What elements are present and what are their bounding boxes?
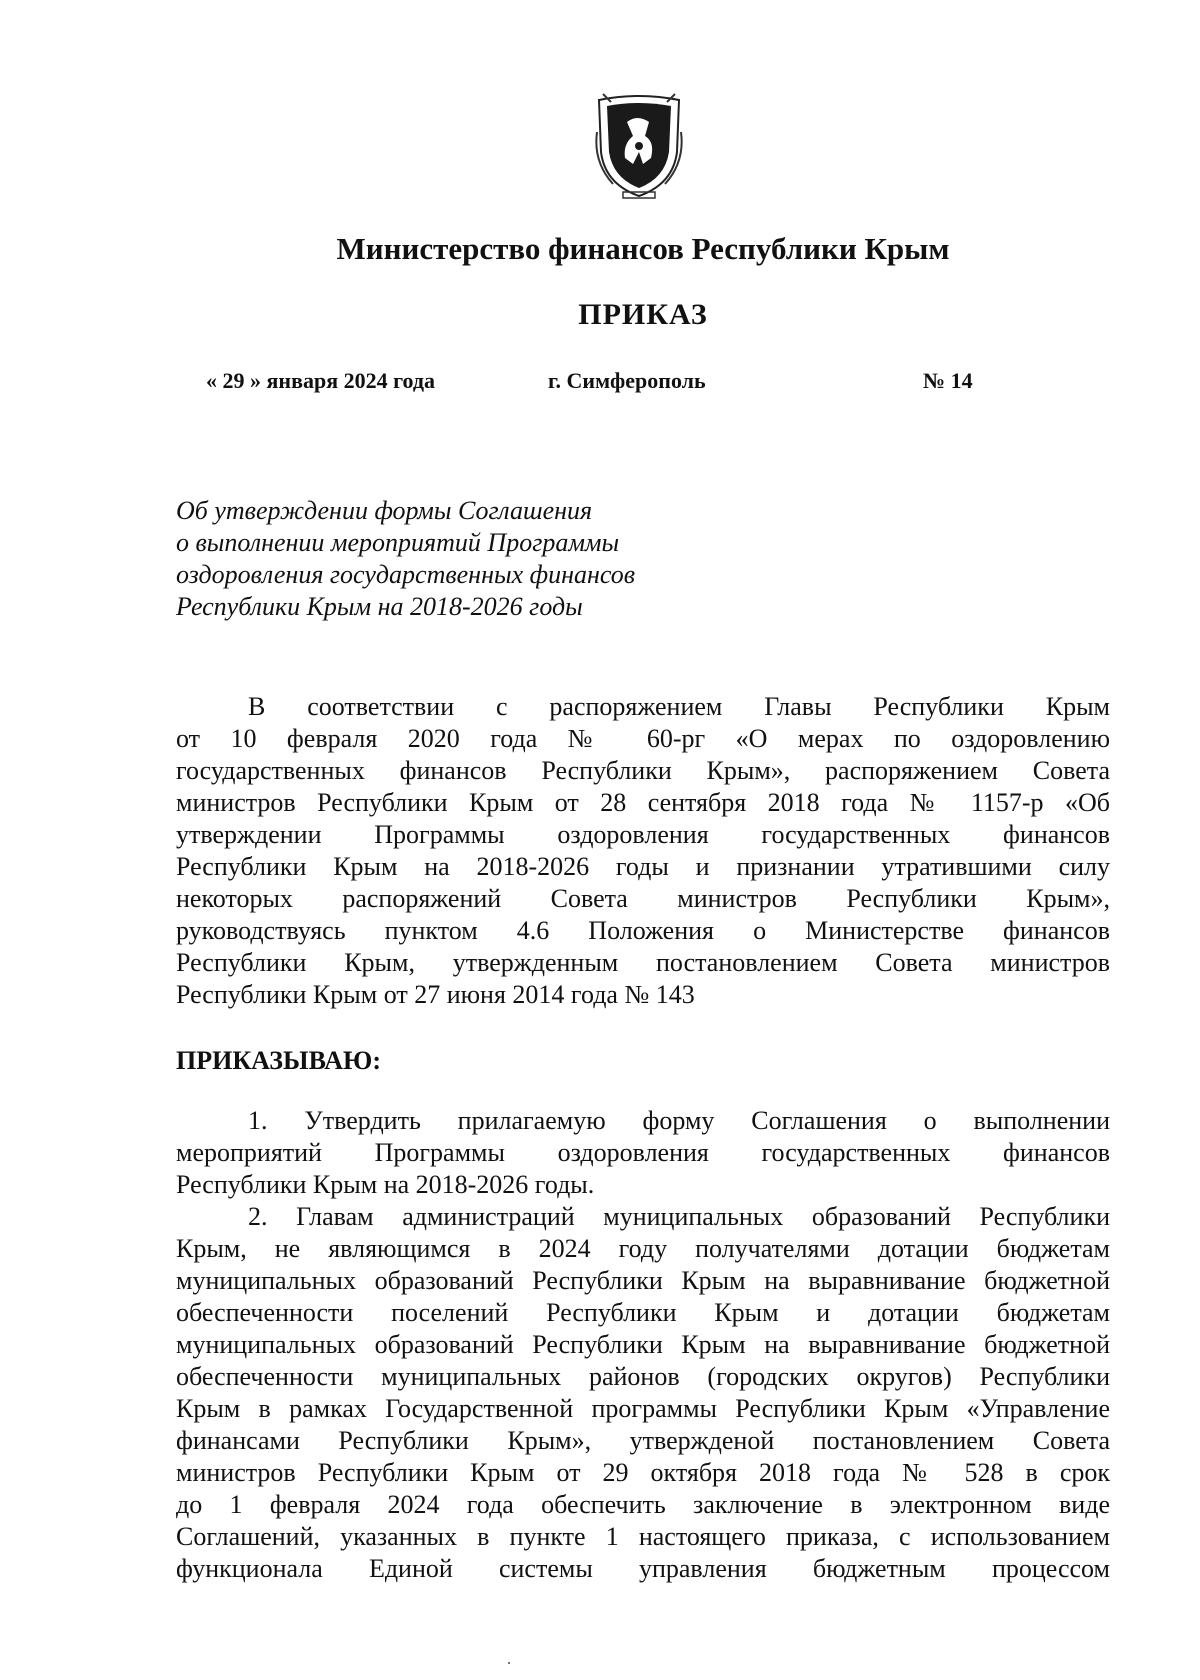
preamble-line: Республики Крым на 2018-2026 годы и признании утратившими силу [176,852,1110,881]
preamble-line: руководствуясь пунктом 4.6 Положения о Министерстве финансов [176,916,1110,945]
coat-of-arms-icon [593,92,685,200]
order-heading: ПРИКАЗЫВАЮ: [176,1046,381,1075]
item-line: мероприятий Программы оздоровления государственных финансов [176,1138,1110,1167]
item-line: обеспеченности поселений Республики Крым и дотации бюджетам [176,1298,1110,1327]
item-line: министров Республики Крым от 29 октября 2018 года № 528 в срок [176,1458,1110,1487]
document-type: ПРИКАЗ [578,298,708,331]
preamble-line: министров Республики Крым от 28 сентября 2018 года № 1157-р «Об [176,788,1110,817]
item-line: муниципальных образований Республики Крым на выравнивание бюджетной [176,1330,1110,1359]
item-line: до 1 февраля 2024 года обеспечить заключение в электронном виде [176,1490,1110,1519]
item-line: Крым, не являющимся в 2024 году получателями дотации бюджетам [176,1234,1110,1263]
order-item-2 [176,1201,1110,1585]
order-city: г. Симферополь [548,368,706,393]
preamble-line: некоторых распоряжений Совета министров Республики Крым», [176,884,1110,913]
preamble-line: Республики Крым от 27 июня 2014 года № 143 [176,980,695,1009]
subject-line: оздоровления государственных финансов [176,560,636,589]
item-line: 1. Утвердить прилагаемую форму Соглашения о выполнении [248,1106,1110,1135]
preamble-line: государственных финансов Республики Крым», распоряжением Совета [176,756,1110,785]
order-item-1 [176,1105,1110,1201]
scan-speck [508,1662,510,1664]
item-line: муниципальных образований Республики Крым на выравнивание бюджетной [176,1266,1110,1295]
ministry-name: Министерство финансов Республики Крым [336,231,950,266]
item-line: обеспеченности муниципальных районов (городских округов) Республики [176,1362,1110,1391]
item-line: функционала Единой системы управления бюджетным процессом [176,1554,1110,1583]
item-line: Республики Крым на 2018-2026 годы. [176,1170,595,1199]
preamble-line: Республики Крым, утвержденным постановлением Совета министров [176,948,1110,977]
item-line: Крым в рамках Государственной программы Республики Крым «Управление [176,1394,1110,1423]
order-date: « 29 » января 2024 года [206,368,436,393]
subject-line: Республики Крым на 2018-2026 годы [176,592,583,621]
preamble-line: В соответствии с распоряжением Главы Республики Крым [248,692,1110,721]
item-line: финансами Республики Крым», утвержденой постановлением Совета [176,1426,1110,1455]
subject-line: о выполнении мероприятий Программы [176,528,620,557]
item-line: Соглашений, указанных в пункте 1 настоящего приказа, с использованием [176,1522,1110,1551]
preamble-line: от 10 февраля 2020 года № 60-рг «О мерах по оздоровлению [176,724,1110,753]
subject-line: Об утверждении формы Соглашения [176,496,593,525]
preamble-line: утверждении Программы оздоровления государственных финансов [176,820,1110,849]
order-number: № 14 [923,368,973,393]
order-subject [176,495,736,623]
preamble-paragraph [176,691,1110,1011]
item-line: 2. Главам администраций муниципальных образований Республики [248,1202,1110,1231]
